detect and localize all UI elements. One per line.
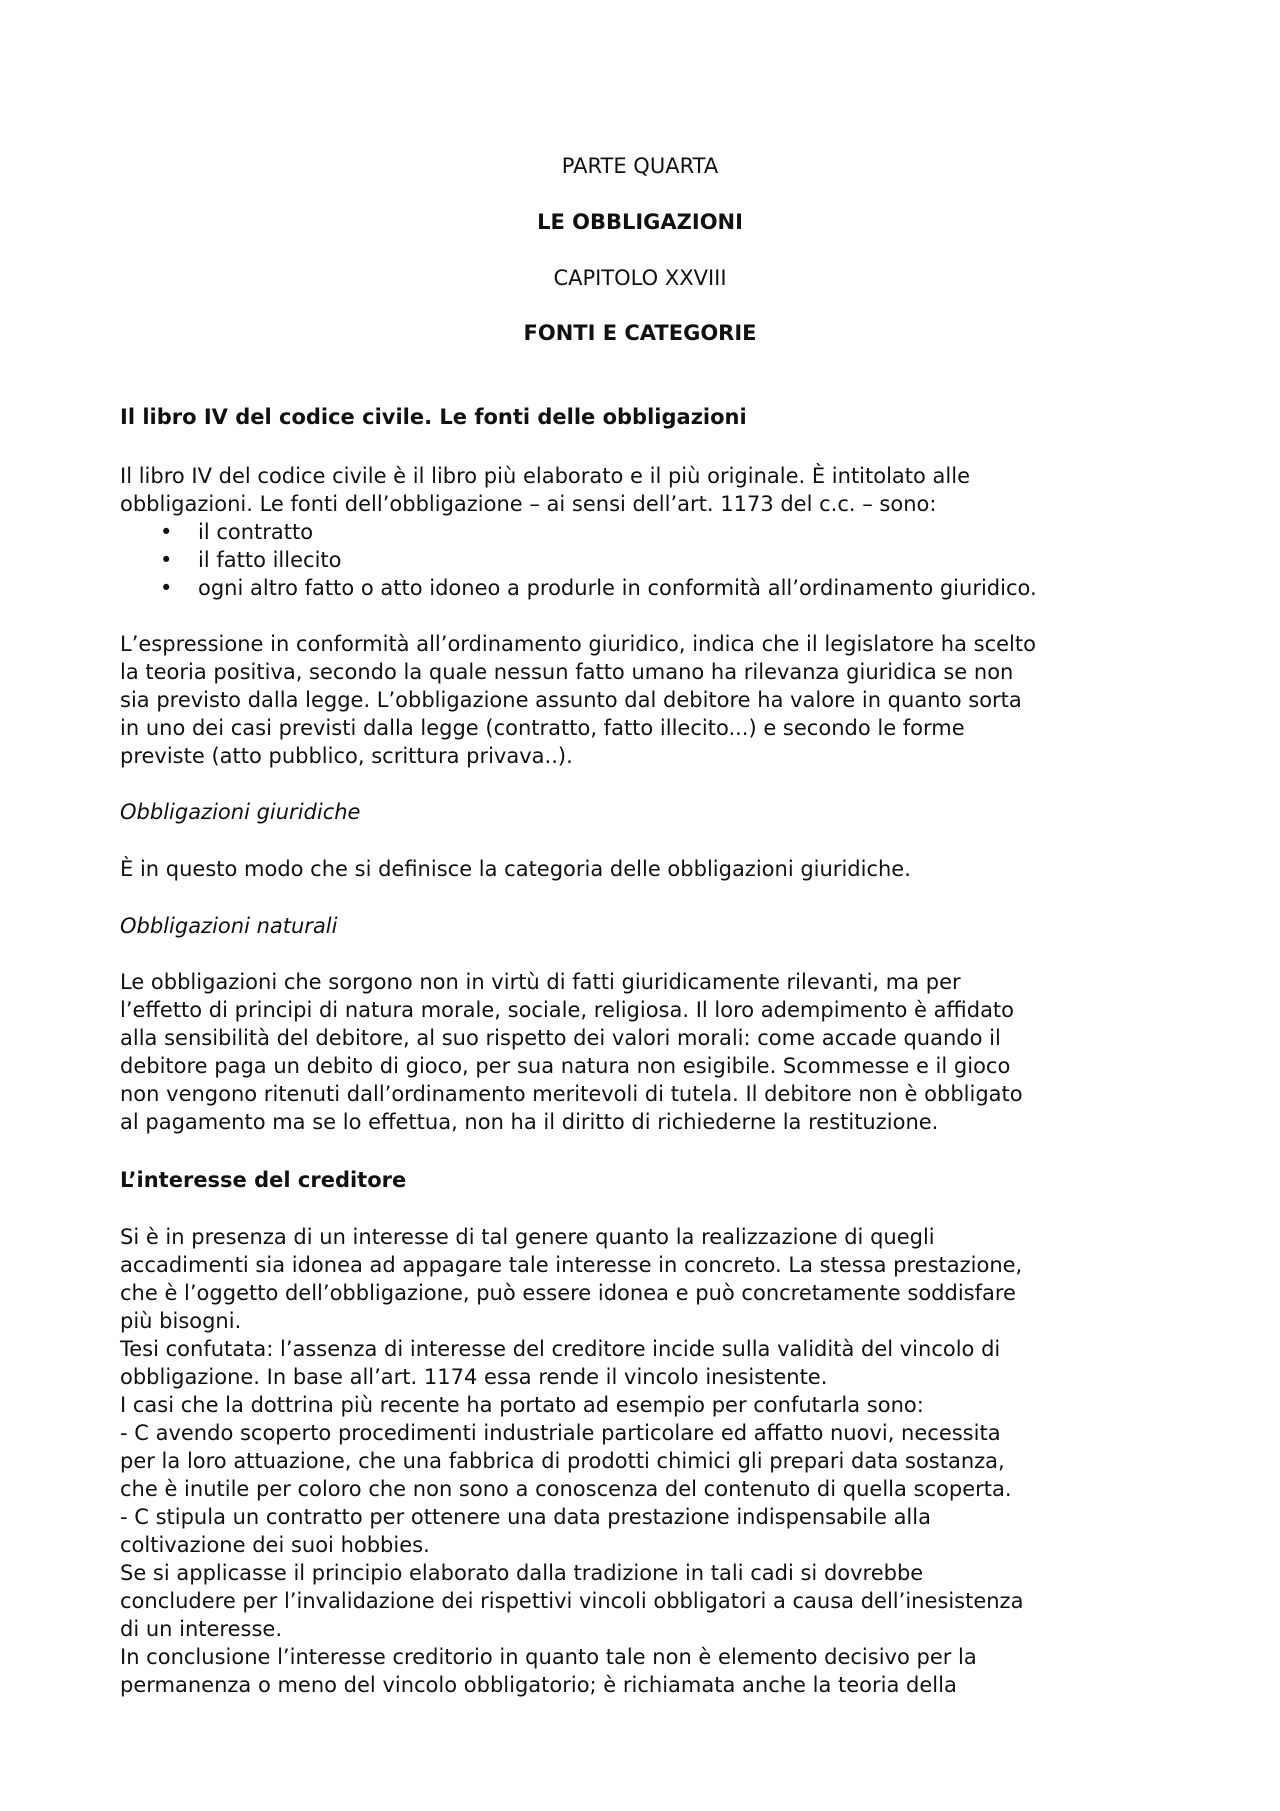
text-line: al pagamento ma se lo effettua, non ha il diritto di richiederne la restituzione.	[120, 1110, 939, 1134]
text-line: In conclusione l’interesse creditorio in quanto tale non è elemento decisivo per la	[120, 1645, 977, 1669]
section-heading: L’interesse del creditore	[120, 1168, 407, 1192]
chapter-title: FONTI E CATEGORIE	[523, 321, 757, 345]
text-line: la teoria positiva, secondo la quale nessun fatto umano ha rilevanza giuridica se non	[120, 660, 1014, 684]
section-heading-interesse	[120, 1166, 1180, 1194]
text-line: - C stipula un contratto per ottenere una data prestazione indispensabile alla	[120, 1505, 931, 1529]
text-line: L’espressione in conformità all’ordinamento giuridico, indica che il legislatore ha scelto	[120, 632, 1036, 656]
list-item: • il contratto	[160, 520, 314, 544]
text-line: non vengono ritenuti dall’ordinamento meritevoli di tutela. Il debitore non è obbligato	[120, 1082, 1023, 1106]
bullet-icon: •	[160, 576, 173, 600]
bullet-icon: •	[160, 548, 173, 572]
intro-paragraph	[120, 462, 1180, 602]
bullet-icon: •	[160, 520, 173, 544]
intro-line: obbligazioni. Le fonti dell’obbligazione – ai sensi dell’art. 1173 del c.c. – sono:	[120, 492, 937, 516]
text-line: che è l’oggetto dell’obbligazione, può essere idonea e può concretamente soddisfare	[120, 1281, 1016, 1305]
list-item: • ogni altro fatto o atto idoneo a produrle in conformità all’ordinamento giuridico.	[160, 576, 1037, 600]
subheading: Obbligazioni giuridiche	[120, 800, 361, 824]
subheading: Obbligazioni naturali	[120, 914, 338, 938]
text-line: alla sensibilità del debitore, al suo rispetto dei valori morali: come accade quando il	[120, 1026, 1001, 1050]
giuridiche-paragraph	[120, 855, 1180, 883]
part-title: LE OBBLIGAZIONI	[537, 210, 743, 234]
text-line: È in questo modo che si definisce la categoria delle obbligazioni giuridiche.	[120, 857, 911, 881]
text-line: per la loro attuazione, che una fabbrica di prodotti chimici gli prepari data sostanza,	[120, 1449, 1005, 1473]
positive-theory-paragraph	[120, 630, 1180, 770]
text-line: Se si applicasse il principio elaborato dalla tradizione in tali cadi si dovrebbe	[120, 1561, 924, 1585]
text-line: Si è in presenza di un interesse di tal genere quanto la realizzazione di quegli	[120, 1225, 935, 1249]
text-line: di un interesse.	[120, 1617, 283, 1641]
text-line: concludere per l’invalidazione dei rispettivi vincoli obbligatori a causa dell’inesistenza	[120, 1589, 1024, 1613]
part-label: PARTE QUARTA	[561, 154, 719, 178]
interesse-paragraph	[120, 1223, 1180, 1699]
text-line: più bisogni.	[120, 1309, 242, 1333]
naturali-paragraph	[120, 968, 1180, 1136]
text-line: Tesi confutata: l’assenza di interesse del creditore incide sulla validità del vincolo di	[120, 1337, 1001, 1361]
text-line: coltivazione dei suoi hobbies.	[120, 1533, 430, 1557]
text-line: che è inutile per coloro che non sono a conoscenza del contenuto di quella scoperta.	[120, 1477, 1012, 1501]
subheading-naturali	[120, 912, 1180, 940]
chapter-label: CAPITOLO XXVIII	[553, 266, 727, 290]
sources-list	[120, 518, 1180, 602]
subheading-giuridiche	[120, 798, 1180, 826]
text-line: previste (atto pubblico, scrittura privava..).	[120, 744, 573, 768]
text-line: obbligazione. In base all’art. 1174 essa rende il vincolo inesistente.	[120, 1365, 828, 1389]
intro-line: Il libro IV del codice civile è il libro più elaborato e il più originale. È intitolato alle	[120, 464, 971, 488]
section-heading: Il libro IV del codice civile. Le fonti delle obbligazioni	[120, 405, 747, 429]
text-line: I casi che la dottrina più recente ha portato ad esempio per confutarla sono:	[120, 1393, 924, 1417]
text-line: l’effetto di principi di natura morale, sociale, religiosa. Il loro adempimento è affidato	[120, 998, 1015, 1022]
text-line: permanenza o meno del vincolo obbligatorio; è richiamata anche la teoria della	[120, 1673, 957, 1697]
text-line: accadimenti sia idonea ad appagare tale interesse in concreto. La stessa prestazione,	[120, 1253, 1023, 1277]
text-line: debitore paga un debito di gioco, per sua natura non esigibile. Scommesse e il gioco	[120, 1054, 1011, 1078]
list-item: • il fatto illecito	[160, 548, 342, 572]
section-heading-fonti	[120, 403, 1180, 431]
text-line: - C avendo scoperto procedimenti industriale particolare ed affatto nuovi, necessita	[120, 1421, 1001, 1445]
text-line: in uno dei casi previsti dalla legge (contratto, fatto illecito...) e secondo le forme	[120, 716, 965, 740]
text-line: Le obbligazioni che sorgono non in virtù di fatti giuridicamente rilevanti, ma per	[120, 970, 961, 994]
text-line: sia previsto dalla legge. L’obbligazione assunto dal debitore ha valore in quanto sorta	[120, 688, 1022, 712]
